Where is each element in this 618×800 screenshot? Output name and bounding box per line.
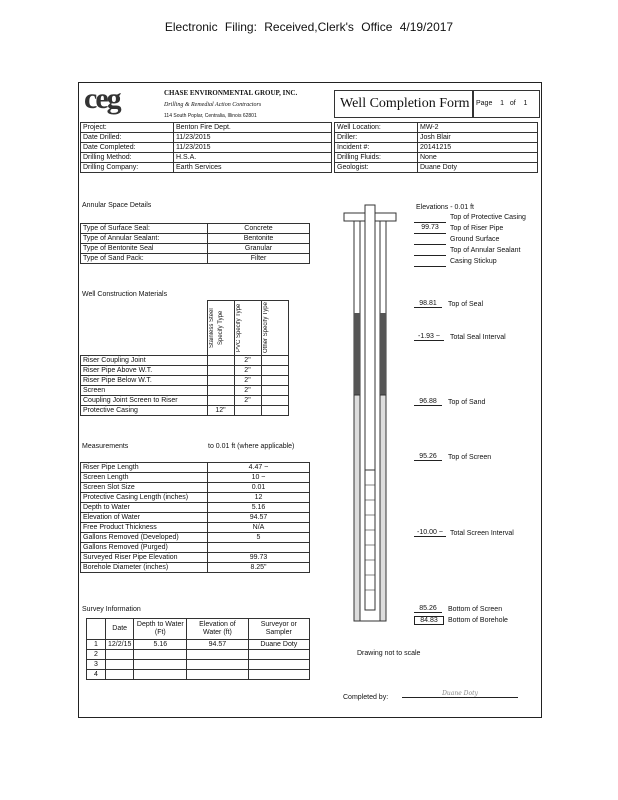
annular-row <box>81 254 310 264</box>
measurement-label: Gallons Removed (Purged) <box>81 543 208 553</box>
project-info-row <box>81 153 332 163</box>
company-name: CHASE ENVIRONMENTAL GROUP, INC. <box>164 89 298 97</box>
screen-interval-value: -10.00 ~ <box>414 529 446 537</box>
measurement-row <box>81 563 310 573</box>
construction-ss: 12" <box>207 406 234 416</box>
construction-other <box>261 376 288 386</box>
info-value: None <box>418 153 538 163</box>
construction-filler <box>288 366 310 376</box>
annular-row <box>81 244 310 254</box>
sand-top-text: Top of Sand <box>448 399 486 406</box>
measurement-label: Riser Pipe Length <box>81 463 208 473</box>
survey-cell-date <box>106 650 134 660</box>
elevation-label: Casing Stickup <box>450 258 497 265</box>
company-tagline: Drilling & Remedial Action Contractors <box>164 102 262 108</box>
measurement-row <box>81 463 310 473</box>
construction-filler <box>288 356 310 366</box>
info-value: H.S.A. <box>174 153 332 163</box>
measurement-row <box>81 543 310 553</box>
survey-col-header: Surveyor or Sampler <box>248 619 309 640</box>
construction-filler <box>288 386 310 396</box>
elevation-value: 99.73 <box>414 224 446 234</box>
construction-ss <box>207 356 234 366</box>
survey-row <box>87 660 310 670</box>
construction-other <box>261 386 288 396</box>
survey-cell-n: 3 <box>87 660 106 670</box>
construction-header-row <box>81 301 310 356</box>
screen-top-text: Top of Screen <box>448 454 492 461</box>
annular-label: Type of Bentonite Seal <box>81 244 208 254</box>
project-info-row <box>81 163 332 173</box>
screen-pipe <box>365 470 375 610</box>
construction-pvc: 2" <box>234 366 261 376</box>
construction-label: Protective Casing <box>81 406 208 416</box>
survey-cell-who <box>248 660 309 670</box>
info-label: Drilling Fluids: <box>335 153 418 163</box>
construction-row <box>81 386 310 396</box>
screen-bottom-text: Bottom of Screen <box>448 606 503 613</box>
completed-by-label: Completed by: <box>343 694 389 701</box>
survey-cell-n: 4 <box>87 670 106 680</box>
construction-header-blank <box>81 301 208 356</box>
survey-table <box>86 618 310 680</box>
survey-cell-elev <box>187 650 248 660</box>
construction-header-spacer <box>288 301 310 356</box>
measurement-value <box>208 543 310 553</box>
measurement-label: Protective Casing Length (inches) <box>81 493 208 503</box>
annular-row <box>81 234 310 244</box>
construction-pvc <box>234 406 261 416</box>
construction-row <box>81 396 310 406</box>
elevation-label: Top of Riser Pipe <box>450 225 504 232</box>
construction-label: Coupling Joint Screen to Riser <box>81 396 208 406</box>
info-label: Well Location: <box>335 123 418 133</box>
measurement-value: 94.57 <box>208 513 310 523</box>
screen-interval-text: Total Screen Interval <box>450 530 514 537</box>
measurement-label: Borehole Diameter (inches) <box>81 563 208 573</box>
measurements-subtitle: to 0.01 ft (where applicable) <box>208 443 295 450</box>
annular-row <box>81 224 310 234</box>
elevation-label: Top of Protective Casing <box>450 214 526 221</box>
construction-other <box>261 366 288 376</box>
page-number: 1 <box>500 100 505 107</box>
page-label: Page <box>476 100 493 107</box>
survey-row <box>87 670 310 680</box>
measurement-value: 12 <box>208 493 310 503</box>
construction-ss <box>207 396 234 406</box>
measurement-value: 8.25" <box>208 563 310 573</box>
well-info-row <box>335 153 538 163</box>
construction-pvc: 2" <box>234 386 261 396</box>
survey-cell-elev: 94.57 <box>187 640 248 650</box>
elevation-value <box>414 246 446 256</box>
construction-ss <box>207 386 234 396</box>
elevation-value <box>414 213 446 223</box>
construction-filler <box>288 406 310 416</box>
annular-value: Filter <box>208 254 310 264</box>
completed-by-signature: Duane Doty <box>402 690 518 698</box>
construction-other <box>261 406 288 416</box>
construction-pvc: 2" <box>234 396 261 406</box>
construction-other <box>261 396 288 406</box>
elevation-value <box>414 257 446 267</box>
well-info-row <box>335 123 538 133</box>
measurement-row <box>81 473 310 483</box>
info-value: Earth Services <box>174 163 332 173</box>
survey-row <box>87 640 310 650</box>
construction-label: Screen <box>81 386 208 396</box>
measurement-value: 10 ~ <box>208 473 310 483</box>
seal-left <box>354 313 360 395</box>
survey-cell-depth <box>134 670 187 680</box>
measurement-row <box>81 553 310 563</box>
construction-label: Riser Pipe Above W.T. <box>81 366 208 376</box>
measurement-label: Elevation of Water <box>81 513 208 523</box>
survey-row <box>87 650 310 660</box>
drawing-note: Drawing not to scale <box>357 650 421 657</box>
construction-other <box>261 356 288 366</box>
screen-bottom-value: 85.26 <box>414 605 442 613</box>
project-info-row <box>81 123 332 133</box>
measurement-label: Depth to Water <box>81 503 208 513</box>
company-address: 114 South Poplar, Centralia, Illinois 62801 <box>164 113 257 119</box>
sand-right <box>380 395 386 621</box>
info-label: Driller: <box>335 133 418 143</box>
measurement-row <box>81 533 310 543</box>
construction-col-header <box>234 301 261 356</box>
info-value: Josh Blair <box>418 133 538 143</box>
well-info-row <box>335 133 538 143</box>
info-label: Geologist: <box>335 163 418 173</box>
elevation-label: Ground Surface <box>450 236 500 243</box>
construction-title: Well Construction Materials <box>82 291 168 298</box>
info-label: Project: <box>81 123 174 133</box>
sand-top-value: 96.88 <box>414 398 442 406</box>
info-value: 11/23/2015 <box>174 133 332 143</box>
annular-value: Granular <box>208 244 310 254</box>
construction-row <box>81 366 310 376</box>
construction-label: Riser Pipe Below W.T. <box>81 376 208 386</box>
measurement-value: 4.47 ~ <box>208 463 310 473</box>
measurement-value: 5.16 <box>208 503 310 513</box>
project-info-table <box>80 122 332 173</box>
construction-row <box>81 376 310 386</box>
construction-table <box>80 300 310 416</box>
info-value: Duane Doty <box>418 163 538 173</box>
measurement-value: 99.73 <box>208 553 310 563</box>
page-of: of <box>509 100 516 107</box>
survey-cell-date: 12/2/15 <box>106 640 134 650</box>
project-info-row <box>81 143 332 153</box>
measurement-row <box>81 493 310 503</box>
info-value: Benton Fire Dept. <box>174 123 332 133</box>
survey-cell-depth <box>134 650 187 660</box>
info-label: Date Completed: <box>81 143 174 153</box>
construction-col-header-text: Other Specify Type <box>262 302 269 354</box>
survey-cell-date <box>106 670 134 680</box>
survey-header-blank <box>87 619 106 640</box>
info-label: Incident #: <box>335 143 418 153</box>
annular-label: Type of Annular Sealant: <box>81 234 208 244</box>
survey-cell-depth: 5.16 <box>134 640 187 650</box>
info-value: 20141215 <box>418 143 538 153</box>
construction-col-header-text: Stainless Steel Specify Type <box>208 308 224 348</box>
survey-cell-elev <box>187 660 248 670</box>
survey-cell-elev <box>187 670 248 680</box>
sand-left <box>354 395 360 621</box>
survey-cell-who <box>248 650 309 660</box>
construction-col-header-text: PVC Specify Type <box>235 303 242 353</box>
survey-title: Survey Information <box>82 606 141 613</box>
measurement-label: Free Product Thickness <box>81 523 208 533</box>
survey-cell-who <box>248 670 309 680</box>
well-info-table <box>334 122 538 173</box>
company-logo: ceg <box>84 82 120 115</box>
measurement-label: Surveyed Riser Pipe Elevation <box>81 553 208 563</box>
filing-stamp: Electronic Filing: Received,Clerk's Office 4/19/2017 <box>164 20 454 34</box>
survey-col-header: Depth to Water (Ft) <box>134 619 187 640</box>
seal-top-text: Top of Seal <box>448 301 484 308</box>
annular-label: Type of Sand Pack: <box>81 254 208 264</box>
elevations-title: Elevations - 0.01 ft <box>416 204 474 211</box>
annular-table <box>80 223 310 264</box>
measurement-label: Gallons Removed (Developed) <box>81 533 208 543</box>
annular-title: Annular Space Details <box>82 202 152 209</box>
measurement-row <box>81 523 310 533</box>
elevation-value <box>414 235 446 245</box>
info-label: Drilling Company: <box>81 163 174 173</box>
construction-filler <box>288 376 310 386</box>
borehole-bottom-value: 84.83 <box>414 616 444 625</box>
construction-pvc: 2" <box>234 376 261 386</box>
info-label: Date Drilled: <box>81 133 174 143</box>
construction-ss <box>207 376 234 386</box>
measurement-row <box>81 513 310 523</box>
seal-interval-value: -1.93 ~ <box>414 333 444 341</box>
measurements-title: Measurements <box>82 443 129 450</box>
construction-row <box>81 356 310 366</box>
survey-header-row <box>87 619 310 640</box>
measurement-value: 5 <box>208 533 310 543</box>
construction-label: Riser Coupling Joint <box>81 356 208 366</box>
survey-col-header: Date <box>106 619 134 640</box>
info-value: MW-2 <box>418 123 538 133</box>
page-indicator <box>476 100 527 107</box>
measurement-label: Screen Length <box>81 473 208 483</box>
measurements-table <box>80 462 310 573</box>
construction-ss <box>207 366 234 376</box>
well-info-row <box>335 163 538 173</box>
seal-interval-text: Total Seal Interval <box>450 334 506 341</box>
page-total: 1 <box>523 100 528 107</box>
survey-cell-n: 1 <box>87 640 106 650</box>
measurement-value: 0.01 <box>208 483 310 493</box>
measurement-row <box>81 503 310 513</box>
survey-cell-n: 2 <box>87 650 106 660</box>
measurement-label: Screen Slot Size <box>81 483 208 493</box>
construction-col-header <box>261 301 288 356</box>
construction-col-header <box>207 301 234 356</box>
info-value: 11/23/2015 <box>174 143 332 153</box>
survey-col-header: Elevation of Water (ft) <box>187 619 248 640</box>
construction-row <box>81 406 310 416</box>
screen-top-value: 95.26 <box>414 453 442 461</box>
well-diagram <box>330 195 420 625</box>
info-label: Drilling Method: <box>81 153 174 163</box>
measurement-row <box>81 483 310 493</box>
annular-value: Bentonite <box>208 234 310 244</box>
measurement-value: N/A <box>208 523 310 533</box>
construction-filler <box>288 396 310 406</box>
elevation-label: Top of Annular Sealant <box>450 247 521 254</box>
survey-cell-who: Duane Doty <box>248 640 309 650</box>
riser-pipe <box>365 205 375 470</box>
well-info-row <box>335 143 538 153</box>
seal-top-value: 98.81 <box>414 300 442 308</box>
annular-label: Type of Surface Seal: <box>81 224 208 234</box>
project-info-row <box>81 133 332 143</box>
survey-cell-date <box>106 660 134 670</box>
form-title: Well Completion Form <box>340 96 470 111</box>
construction-pvc: 2" <box>234 356 261 366</box>
borehole-bottom-text: Bottom of Borehole <box>448 617 508 624</box>
seal-right <box>380 313 386 395</box>
survey-cell-depth <box>134 660 187 670</box>
annular-value: Concrete <box>208 224 310 234</box>
